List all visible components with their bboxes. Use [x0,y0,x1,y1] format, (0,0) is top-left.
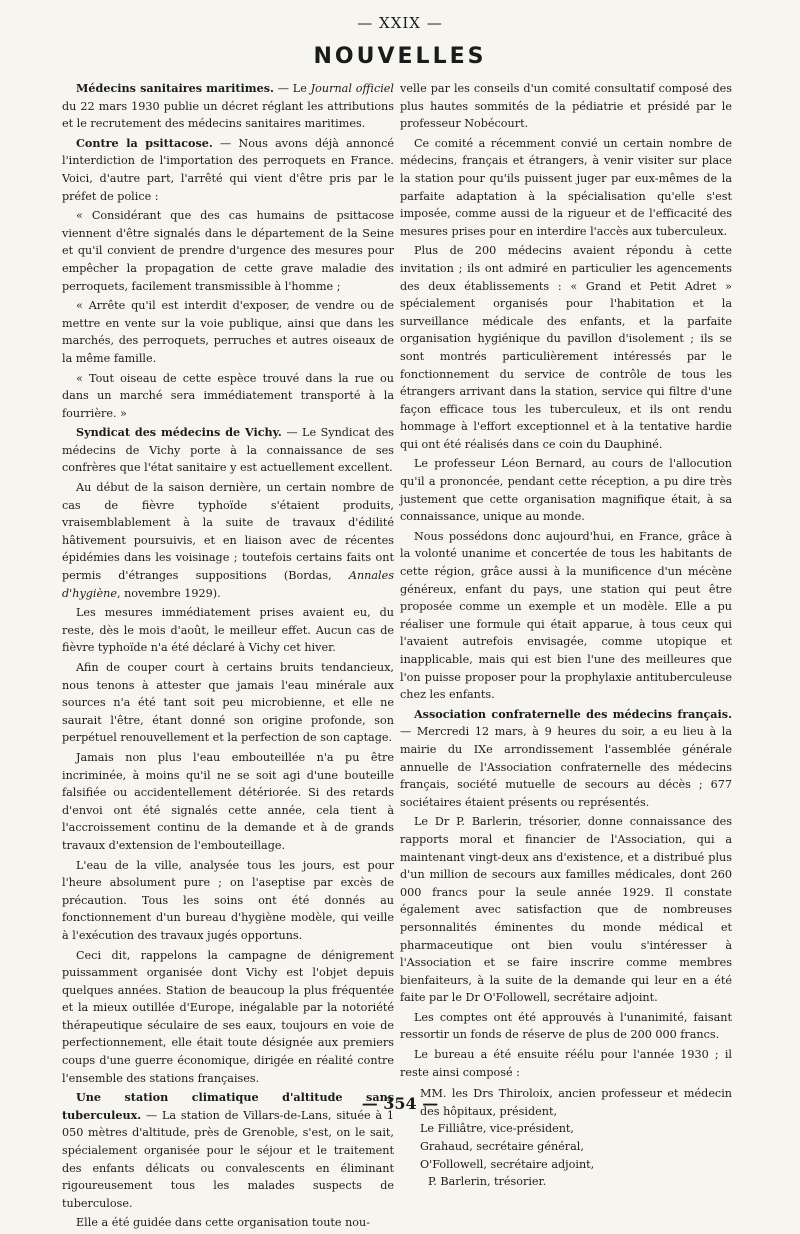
subhead-psittacose: Contre la psittacose. [76,135,213,150]
journal-title: Annales d'hygiène [62,569,394,600]
page-number: — 354 — [361,1094,439,1113]
subhead-vichy: Syndicat des médecins de Vichy. [76,425,282,440]
paragraph: Le bureau a été ensuite réélu pour l'année 1930 ; il reste ainsi composé : [400,1048,732,1079]
paragraph: Les mesures immédiatement prises avaient eu, du reste, dès le mois d'août, le meilleur effet. Aucun cas de fièvre typhoïde n'a été déclaré à Vichy cet hiver. [62,606,394,655]
paragraph: « Tout oiseau de cette espèce trouvé dans la rue ou dans un marché sera immédiatement transporté à la fourrière. » [62,371,394,420]
paragraph: Afin de couper court à certains bruits tendancieux, nous tenons à attester que jamais l'eau minérale aux sources n'a été tant soit peu microbienne, et elle ne saurait l'être, étant donné son origine profonde, son perpétuel renouvellement et la perfection de son captage. [62,661,394,745]
paragraph: Jamais non plus l'eau embouteillée n'a pu être incriminée, à moins qu'il ne se soit agi d'une bouteille falsifiée ou accidentellement détériorée. Si des retards d'envoi ont été signalés cette année, cela tient à l'accroissement continu de la demande et à de grands travaux d'extension de l'embouteillage. [62,750,394,852]
right-column [400,80,732,1191]
text: — Nous avons déjà annoncé l'interdiction de l'importation des perroquets en France. Voici, d'autre part, l'arrêté qui vient d'être pris par le préfet de police : [62,136,394,203]
paragraph: Le Dr P. Barlerin, trésorier, donne connaissance des rapports moral et financier de l'Association, qui a maintenant vingt-deux ans d'existence, et a distribué plus d'un million de secours aux familles médicales, dont 260 000 francs pour la seule année 1929. Il constate également avec satisfaction que de nombreuses personnalités éminentes du monde médical et pharmaceutique ont bien voulu s'intéresser à l'Association et se faire inscrire comme membres bienfaiteurs, à la suite de la demande qui leur en a été faite par le Dr O'Followell, secrétaire adjoint. [400,815,732,1005]
paragraph [62,479,394,602]
text: — Le Syndicat des médecins de Vichy porte à la connaissance de ses confrères que l'état sanitaire y est actuellement excellent. [62,426,394,475]
paragraph: « Arrête qu'il est interdit d'exposer, de vendre ou de mettre en vente sur la voie publique, ainsi que dans les marchés, des perroquets, perruches et autres oiseaux de la même famille. [62,299,394,365]
left-column [62,80,394,1234]
paragraph-association [400,706,732,812]
paragraph: Plus de 200 médecins avaient répondu à cette invitation ; ils ont admiré en particulier les agencements des deux établissements : « Grand et Petit Adret » spécialement organisés pour l'habitation et la surveillance médicale des enfants, et la parfaite organisation hygiénique du pavillon d'isolement ; ils se sont montrés particulièrement intéressés par le fonctionnement du service de contrôle de tous les étrangers arrivant dans la station, service qui filtre d'une façon efficace tous les tuberculeux, et ils ont rendu hommage à l'effort exceptionnel et à la tentative hardie qui ont été réalisés dans ce coin du Dauphiné. [400,244,732,451]
bureau-member: Le Filliâtre, vice-président, [420,1122,574,1136]
folio: — XXIX — [357,14,443,32]
text: — Le [273,82,311,95]
bureau-member: P. Barlerin, trésorier. [428,1175,547,1189]
text: — Mercredi 12 mars, à 9 heures du soir, a eu lieu à la mairie du IXe arrondissement l'assemblée générale annuelle de l'Association confraternelle des médecins français, société mutuelle de secours au décès ; 677 sociétaires étaient présents ou représentés. [400,725,732,809]
paragraph-vichy [62,424,394,477]
bureau-member: Grahaud, secrétaire général, [420,1140,584,1154]
subhead-sanitaires: Médecins sanitaires maritimes. [76,81,274,95]
paragraph: L'eau de la ville, analysée tous les jours, est pour l'heure absolument pure ; on l'aseptise par excès de précaution. Tous les soins ont été donnés au fonctionnement d'un bureau d'hygiène modèle, qui veille à l'exécution des travaux jugés opportuns. [62,858,394,942]
paragraph: Ceci dit, rappelons la campagne de dénigrement puissamment organisée dont Vichy est l'objet depuis quelques années. Station de beaucoup la plus fréquentée et la mieux outillée d'Europe, inégalable par la notoriété thérapeutique séculaire de ses eaux, toujours en voie de perfectionnement, elle était toute désignée aux premiers coups d'une guerre économique, dirigée en réalité contre l'ensemble des stations françaises. [62,948,394,1085]
subhead-villars: Une station climatique d'altitude sans tuberculeux. [62,1090,394,1122]
text: Au début de la saison dernière, un certain nombre de cas de fièvre typhoïde s'étaient produits, vraisemblablement à la suite de travaux d'édilité hâtivement poursuivis, et en liaison avec de récentes épidémies dans les voisinage ; toutefois certains faits ont permis d'étranges suppositions (Bordas, [62,481,394,583]
subhead-association: Association confraternelle des médecins français. [414,706,732,721]
paragraph-psittacose [62,135,394,205]
section-heading: NOUVELLES [313,44,487,69]
paragraph: Elle a été guidée dans cette organisation toute nou- [76,1216,371,1230]
paragraph: Les comptes ont été approuvés à l'unanimité, faisant ressortir un fonds de réserve de plus de 200 000 francs. [400,1010,732,1042]
paragraph: Nous possédons donc aujourd'hui, en France, grâce à la volonté unanime et concertée de tous les habitants de cette région, grâce aussi à la munificence d'un mécène généreux, enfant du pays, une station qui peut être proposée comme un exemple et un modèle. Elle a pu réaliser une formule qui était apparue, à tous ceux qui l'avaient autrefois envisagée, comme utopique et inapplicable, mais qui est bien l'une des meilleures que l'on puisse proposer pour la prophylaxie antituberculeuse chez les enfants. [400,529,732,702]
paragraph: « Considérant que des cas humains de psittacose viennent d'être signalés dans le département de la Seine et qu'il convient de prendre d'urgence des mesures pour empêcher la propagation de cette grave maladie des perroquets, facilement transmissible à l'homme ; [62,209,394,293]
bureau-member: O'Followell, secrétaire adjoint, [420,1157,595,1171]
paragraph: Ce comité a récemment convié un certain nombre de médecins, français et étrangers, à venir visiter sur place la station pour qu'ils puissent juger par eux-mêmes de la parfaite adaptation à la spécialisation qu'elle s'est imposée, comme aussi de la rigueur et de l'efficacité des mesures prises pour en interdire l'accès aux tuberculeux. [400,136,732,238]
paragraph-sanitaires [62,80,394,133]
paragraph: velle par les conseils d'un comité consultatif composé des plus hautes sommités de la pédiatrie et présidé par le professeur Nobécourt. [400,82,732,131]
text: , novembre 1929). [116,586,221,600]
journal-title: Journal officiel [310,82,394,95]
paragraph: Le professeur Léon Bernard, au cours de l'allocution qu'il a prononcée, pendant cette réception, a pu dire très justement que cette organisation magnifique était, à sa connaissance, unique au monde. [400,457,732,524]
bureau-member: MM. les Drs Thiroloix, ancien professeur et médecin des hôpitaux, président, [420,1087,732,1118]
text: du 22 mars 1930 publie un décret réglant les attributions et le recrutement des médecins sanitaires maritimes. [62,99,394,131]
text: — La station de Villars-de-Lans, située à 1 050 mètres d'altitude, près de Grenoble, s'est, on le sait, spécialement organisée pour le séjour et le traitement des enfants délicats ou convalescents en éliminant rigoureusement tous les malades suspects de tuberculose. [62,1108,394,1210]
